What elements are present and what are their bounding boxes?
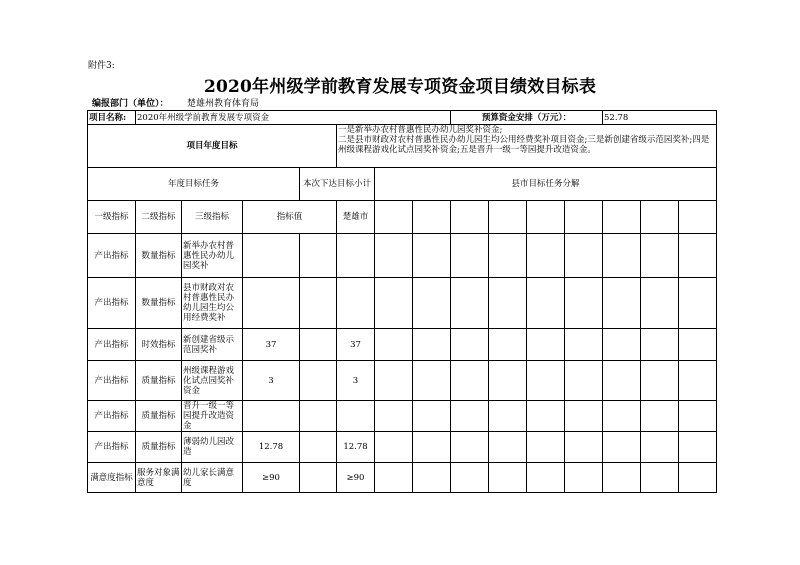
cell-l2: 数量指标 xyxy=(136,234,182,278)
annual-goal-line2: 二是县市财政对农村普惠性民办幼儿园生均公用经费奖补项目资金;三是新创建省级示范园奖补;四是州级课程游戏化试点园奖补资金;五是晋升一级一等园提升改造资金。 xyxy=(338,135,710,155)
page-title: 2020年州级学前教育发展专项资金项目绩效目标表 xyxy=(203,77,597,97)
cell-l3: 新创建省级示范园奖补 xyxy=(182,329,243,361)
dept-value: 楚雄州教育体育局 xyxy=(187,99,260,109)
cell-l3: 新举办农村普惠性民办幼儿园奖补 xyxy=(182,234,243,278)
cell-county1 xyxy=(337,234,375,278)
cell-l2: 服务对象满意度 xyxy=(136,463,182,493)
cell-l3: 晋升一级一等园提升改造资金 xyxy=(182,401,243,432)
cell-value: 3 xyxy=(243,361,300,401)
cell-l1: 产出指标 xyxy=(88,234,136,278)
subtotal-header: 本次下达目标小计 xyxy=(300,168,375,201)
annual-tasks-header: 年度目标任务 xyxy=(88,168,300,201)
col-level2: 二级指标 xyxy=(136,201,182,234)
cell-l1: 产出指标 xyxy=(88,361,136,401)
col-level1: 一级指标 xyxy=(88,201,136,234)
table-row xyxy=(88,401,717,432)
cell-value xyxy=(243,234,300,278)
cell-county1: ≥90 xyxy=(337,463,375,493)
cell-value xyxy=(243,401,300,432)
cell-l2: 质量指标 xyxy=(136,432,182,463)
table-row xyxy=(88,278,717,329)
col-value: 指标值 xyxy=(243,201,337,234)
table-row xyxy=(88,234,717,278)
annual-goal-label: 项目年度目标 xyxy=(88,125,337,168)
cell-county1 xyxy=(337,401,375,432)
cell-county1: 12.78 xyxy=(337,432,375,463)
cell-county1 xyxy=(337,278,375,329)
dept-label: 编报部门（单位）： xyxy=(92,99,169,109)
cell-l3: 州级课程游戏化试点园奖补资金 xyxy=(182,361,243,401)
cell-l2: 质量指标 xyxy=(136,401,182,432)
cell-l1: 满意度指标 xyxy=(88,463,136,493)
table-row xyxy=(88,361,717,401)
cell-value: 12.78 xyxy=(243,432,300,463)
performance-table xyxy=(87,110,717,493)
cell-l1: 产出指标 xyxy=(88,278,136,329)
annual-goal-line1: 一是新举办农村普惠性民办幼儿园奖补资金; xyxy=(338,125,503,135)
county-breakdown-header: 县市目标任务分解 xyxy=(375,168,717,201)
cell-l2: 时效指标 xyxy=(136,329,182,361)
attachment-label: 附件3: xyxy=(88,61,115,71)
col-county1: 楚雄市 xyxy=(337,201,375,234)
cell-l1: 产出指标 xyxy=(88,401,136,432)
cell-value: 37 xyxy=(243,329,300,361)
table-row xyxy=(88,329,717,361)
cell-value xyxy=(243,278,300,329)
cell-value: ≥90 xyxy=(243,463,300,493)
project-name-label: 项目名称: xyxy=(88,111,136,125)
cell-l3: 薄弱幼儿园改造 xyxy=(182,432,243,463)
col-level3: 三级指标 xyxy=(182,201,243,234)
table-row xyxy=(88,463,717,493)
cell-l3: 幼儿家长满意度 xyxy=(182,463,243,493)
cell-l3: 县市财政对农村普惠性民办幼儿园生均公用经费奖补 xyxy=(182,278,243,329)
cell-l1: 产出指标 xyxy=(88,432,136,463)
annual-goal-text xyxy=(337,125,717,168)
cell-county1: 3 xyxy=(337,361,375,401)
budget-label: 预算资金安排（万元）： xyxy=(451,111,603,125)
table-row xyxy=(88,432,717,463)
cell-l1: 产出指标 xyxy=(88,329,136,361)
project-name-value: 2020年州级学前教育发展专项资金 xyxy=(136,111,451,125)
budget-value: 52.78 xyxy=(603,111,717,125)
cell-l2: 质量指标 xyxy=(136,361,182,401)
cell-l2: 数量指标 xyxy=(136,278,182,329)
cell-county1: 37 xyxy=(337,329,375,361)
